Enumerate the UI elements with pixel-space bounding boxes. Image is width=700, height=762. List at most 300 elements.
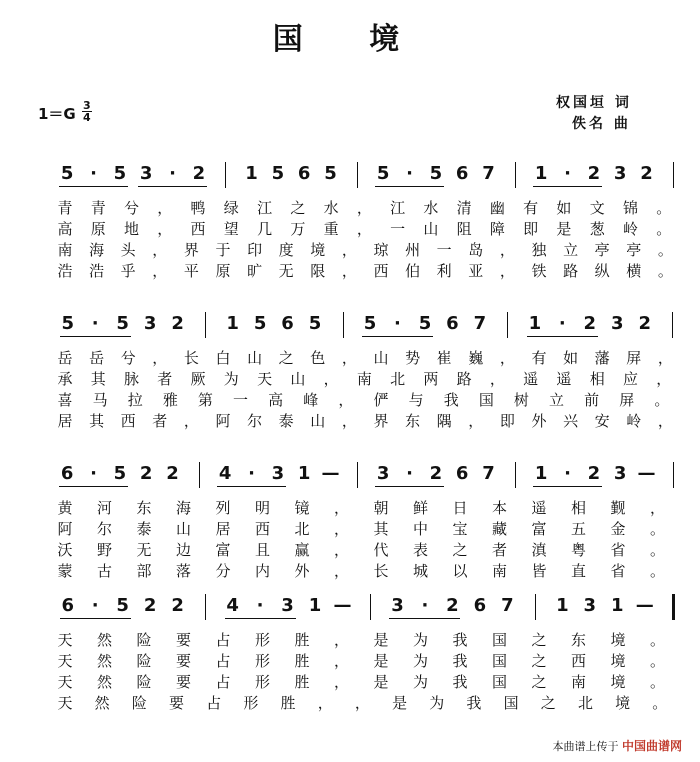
lyric-char: 之 [540, 694, 556, 712]
lyric-char: 天 [57, 631, 73, 649]
note: 6 [455, 463, 469, 484]
note: 6 [455, 163, 469, 184]
barline [535, 594, 536, 620]
lyric-char: 沃 [57, 541, 73, 559]
underline-beam [533, 486, 602, 487]
barline [225, 162, 226, 188]
lyric-char: 即 [523, 220, 539, 238]
lyric-char: ， [499, 241, 515, 259]
note: 5 [60, 163, 74, 184]
lyric-char: 长 [183, 349, 199, 367]
lyric-char: 头 [120, 241, 136, 259]
lyric-char: ， [333, 499, 349, 517]
lyric-char: 度 [278, 241, 294, 259]
lyric-char: 胜 [294, 673, 310, 691]
lyric-char: 与 [408, 391, 424, 409]
lyric-char: 鸭 [190, 199, 206, 217]
augmentation-dot: · [421, 595, 429, 616]
notes-row [26, 308, 666, 348]
lyrics-block [26, 498, 666, 582]
augmentation-dot: · [91, 313, 99, 334]
underline-beam [60, 618, 131, 619]
lyric-char: 路 [563, 262, 579, 280]
lyric-char: 喜 [57, 391, 73, 409]
barline [343, 312, 344, 338]
lyric-char: 泰 [136, 520, 152, 538]
lyric-char: 者 [152, 412, 168, 430]
note: 5 [271, 163, 285, 184]
lyric-char: 第 [197, 391, 213, 409]
lyric-char: ， [657, 412, 673, 430]
note: 7 [482, 163, 495, 184]
lyric-char: 山 [310, 412, 326, 430]
lyric-char: ， [657, 349, 673, 367]
lyric-char: 长 [373, 562, 389, 580]
lyric-char: 尔 [96, 520, 112, 538]
lyric-line [26, 498, 666, 519]
lyric-line [26, 369, 672, 390]
underline-beam [375, 486, 444, 487]
note: 5 [429, 163, 443, 184]
lyric-char: 葱 [589, 220, 605, 238]
lyric-char: 为 [429, 694, 445, 712]
lyric-char: 山 [290, 370, 306, 388]
lyric-char: 亭 [594, 241, 610, 259]
lyric-char: 原 [215, 262, 231, 280]
lyric-char: 绿 [223, 199, 239, 217]
lyric-char: 之 [290, 199, 306, 217]
barline [515, 162, 516, 188]
note: 5 [324, 163, 337, 184]
lyric-char: 以 [452, 562, 468, 580]
augmentation-dot: · [90, 163, 97, 184]
lyric-char: 国 [491, 652, 507, 670]
lyric-line [26, 240, 673, 261]
lyric-char: 如 [556, 199, 572, 217]
lyric-char: 占 [206, 694, 222, 712]
lyric-char: 境 [610, 652, 626, 670]
lyric-char: 浩 [89, 262, 105, 280]
note: 5 [113, 463, 127, 484]
lyric-char: 要 [175, 673, 191, 691]
lyric-char: 觐 [610, 499, 626, 517]
barline [205, 312, 206, 338]
note: 1 [297, 463, 311, 484]
barline [205, 594, 206, 620]
lyric-char: 蒙 [57, 562, 73, 580]
lyric-char: 。 [649, 673, 665, 691]
lyric-char: 我 [452, 652, 468, 670]
lyric-char: 厥 [190, 370, 206, 388]
lyric-char: 海 [175, 499, 191, 517]
note: 1 [528, 313, 542, 334]
lyric-char: 居 [57, 412, 73, 430]
note: 6 [473, 595, 487, 616]
lyric-char: 山 [373, 349, 389, 367]
site-logo: 中国曲谱网 [621, 739, 682, 753]
note: 5 [116, 313, 129, 334]
note: 5 [308, 313, 322, 334]
lyric-char: 占 [215, 631, 231, 649]
augmentation-dot: · [406, 463, 413, 484]
lyric-char: 无 [136, 541, 152, 559]
lyric-char: 胜 [294, 652, 310, 670]
barline [370, 594, 371, 620]
lyric-char: ， [356, 220, 372, 238]
note: 4 [226, 595, 239, 616]
lyric-char: 为 [412, 631, 428, 649]
lyric-line [26, 672, 666, 693]
note: 5 [113, 163, 127, 184]
lyric-char: 马 [92, 391, 108, 409]
lyric-char: 国 [491, 631, 507, 649]
lyric-line [26, 519, 666, 540]
lyric-char: 印 [247, 241, 263, 259]
lyric-char: 南 [57, 241, 73, 259]
lyric-char: 我 [443, 391, 459, 409]
lyric-char: 镜 [294, 499, 310, 517]
lyric-char: ， [333, 631, 349, 649]
lyric-char: 相 [589, 370, 605, 388]
lyric-char: 旷 [247, 262, 263, 280]
lyric-char: 境 [610, 631, 626, 649]
lyric-char: ， [157, 220, 173, 238]
note: 2 [166, 463, 179, 484]
lyric-char: 拉 [127, 391, 143, 409]
lyric-char: ， [152, 262, 168, 280]
lyric-char: 险 [136, 673, 152, 691]
lyric-char: 我 [452, 673, 468, 691]
lyric-char: ， [333, 652, 349, 670]
lyric-char: 外 [531, 412, 547, 430]
lyric-char: 天 [57, 673, 73, 691]
lyric-char: 列 [215, 499, 231, 517]
lyric-char: 藩 [594, 349, 610, 367]
lyric-char: 日 [452, 499, 468, 517]
augmentation-dot: · [564, 163, 571, 184]
note: 7 [501, 595, 514, 616]
note: 1 [534, 163, 548, 184]
note: 3 [391, 595, 404, 616]
underline-beam [60, 336, 131, 337]
score-system [26, 308, 673, 438]
lyric-char: 城 [412, 562, 428, 580]
lyric-char: 亚 [468, 262, 484, 280]
note: 1 [308, 595, 322, 616]
lyric-char: 西 [570, 652, 586, 670]
lyric-char: 然 [96, 631, 112, 649]
lyric-char: 应 [622, 370, 638, 388]
lyric-char: 。 [652, 694, 668, 712]
note: 5 [418, 313, 432, 334]
lyric-char: 岳 [89, 349, 105, 367]
lyric-char: 限 [310, 262, 326, 280]
underline-beam [225, 618, 296, 619]
lyric-char: 分 [215, 562, 231, 580]
lyric-char: 遥 [531, 499, 547, 517]
lyric-char: 路 [456, 370, 472, 388]
footer-text: 本曲谱上传于 [552, 740, 619, 753]
note: 6 [281, 313, 294, 334]
lyric-char: 明 [254, 499, 270, 517]
lyric-char: 望 [223, 220, 239, 238]
lyric-char: 巍 [468, 349, 484, 367]
lyric-char: ， [649, 499, 665, 517]
lyric-char: 兮 [124, 199, 140, 217]
lyric-char: 相 [570, 499, 586, 517]
lyric-char: 然 [96, 652, 112, 670]
lyric-char: 白 [215, 349, 231, 367]
lyric-char: ， [333, 541, 349, 559]
lyric-char: ， [341, 349, 357, 367]
lyric-char: ， [152, 241, 168, 259]
lyric-char: 河 [96, 499, 112, 517]
note: 6 [61, 595, 74, 616]
lyric-char: 北 [294, 520, 310, 538]
lyrics-block [26, 348, 673, 432]
lyric-line [26, 348, 673, 369]
lyric-char: 。 [649, 652, 665, 670]
lyric-char: 承 [57, 370, 73, 388]
lyric-char: 险 [136, 652, 152, 670]
underline-beam [527, 336, 598, 337]
notes-row [26, 590, 666, 630]
composer-credit: 佚名 曲 [572, 116, 631, 132]
lyric-char: 我 [452, 631, 468, 649]
lyric-char: ， [152, 349, 168, 367]
lyric-char: 江 [257, 199, 273, 217]
lyric-line [26, 219, 672, 240]
lyric-line [26, 561, 666, 582]
lyric-char: 。 [649, 541, 665, 559]
lyric-char: 高 [268, 391, 284, 409]
lyric-char: 之 [531, 652, 547, 670]
lyricist-credit: 权国垣 词 [556, 95, 632, 111]
note: 5 [363, 313, 377, 334]
lyrics-block [26, 198, 673, 282]
lyric-char: 有 [523, 199, 539, 217]
lyric-char: 青 [57, 199, 73, 217]
note: 3 [583, 595, 597, 616]
lyric-char: 占 [215, 673, 231, 691]
lyric-char: 地 [124, 220, 140, 238]
score-system [26, 158, 673, 288]
lyric-char: 国 [491, 673, 507, 691]
lyric-char: 五 [570, 520, 586, 538]
note: — [635, 595, 654, 616]
note: 2 [446, 595, 459, 616]
lyric-char: 西 [373, 262, 389, 280]
lyric-char: 州 [405, 241, 421, 259]
augmentation-dot: · [406, 163, 413, 184]
lyric-char: ， [333, 520, 349, 538]
underline-beam [533, 186, 602, 187]
lyric-char: 东 [570, 631, 586, 649]
lyric-char: 尔 [247, 412, 263, 430]
augmentation-dot: · [169, 163, 176, 184]
score-system [26, 590, 666, 720]
note: — [637, 463, 656, 484]
lyric-char: 色 [310, 349, 326, 367]
lyric-char: 脉 [124, 370, 140, 388]
lyric-char: 其 [89, 412, 105, 430]
lyric-char: 为 [412, 673, 428, 691]
lyric-char: 海 [89, 241, 105, 259]
augmentation-dot: · [248, 463, 255, 484]
lyric-char: 隅 [436, 412, 452, 430]
lyric-char: 屏 [626, 349, 642, 367]
meter-bottom: 4 [83, 111, 91, 124]
note: 1 [245, 163, 258, 184]
lyric-char: 界 [183, 241, 199, 259]
note: 6 [60, 463, 74, 484]
lyric-char: 险 [136, 631, 152, 649]
lyric-char: 岛 [468, 241, 484, 259]
note: 3 [143, 313, 157, 334]
lyric-char: 本 [491, 499, 507, 517]
note: 3 [139, 163, 153, 184]
lyric-char: 是 [392, 694, 408, 712]
lyric-char: 是 [373, 631, 389, 649]
lyric-char: 国 [503, 694, 519, 712]
lyric-char: 胜 [280, 694, 296, 712]
note: 2 [640, 163, 653, 184]
lyric-char: 是 [556, 220, 572, 238]
lyric-char: 纵 [594, 262, 610, 280]
page-title: 国 境 [272, 22, 428, 57]
lyric-char: ， [468, 412, 484, 430]
lyric-char: 安 [594, 412, 610, 430]
final-barline [672, 594, 675, 620]
lyric-char: ， [489, 370, 505, 388]
lyric-char: 野 [96, 541, 112, 559]
note: 2 [139, 463, 153, 484]
lyric-char: 边 [175, 541, 191, 559]
lyric-char: 一 [390, 220, 406, 238]
lyric-char: 滇 [531, 541, 547, 559]
lyric-char: 雅 [162, 391, 178, 409]
underline-beam [59, 486, 128, 487]
lyric-char: 内 [254, 562, 270, 580]
lyric-char: 一 [233, 391, 249, 409]
lyric-char: 居 [215, 520, 231, 538]
lyric-char: 东 [405, 412, 421, 430]
lyric-char: 且 [254, 541, 270, 559]
lyric-char: 一 [436, 241, 452, 259]
note: 5 [61, 313, 74, 334]
lyric-char: 之 [531, 673, 547, 691]
lyric-char: 泰 [278, 412, 294, 430]
note: 2 [583, 313, 597, 334]
lyric-line [26, 651, 666, 672]
lyric-char: 境 [610, 673, 626, 691]
lyric-char: ， [333, 673, 349, 691]
lyric-char: 富 [531, 520, 547, 538]
lyric-char: 。 [649, 631, 665, 649]
lyric-char: 是 [373, 652, 389, 670]
lyric-char: 黄 [57, 499, 73, 517]
lyric-char: 中 [412, 520, 428, 538]
lyric-char: 其 [373, 520, 389, 538]
lyric-char: 宝 [452, 520, 468, 538]
lyric-char: 兴 [563, 412, 579, 430]
lyric-char: ， [341, 412, 357, 430]
lyric-char: 。 [656, 220, 672, 238]
note: 7 [473, 313, 487, 334]
lyrics-block [26, 630, 666, 714]
lyric-char: 。 [649, 562, 665, 580]
lyric-line [26, 411, 673, 432]
lyric-char: 赢 [294, 541, 310, 559]
key-signature: 1＝G [38, 105, 76, 123]
note: 1 [611, 595, 624, 616]
lyric-char: 江 [390, 199, 406, 217]
lyric-char: 天 [257, 370, 273, 388]
meter-top: 3 [83, 99, 91, 112]
lyric-char: 。 [649, 520, 665, 538]
barline [357, 462, 358, 488]
underline-beam [59, 186, 128, 187]
lyric-char: 崔 [436, 349, 452, 367]
lyric-char: 阻 [456, 220, 472, 238]
underline-beam [362, 336, 433, 337]
lyric-line [26, 540, 666, 561]
lyric-char: 险 [131, 694, 147, 712]
lyric-char: ， [341, 262, 357, 280]
lyric-char: 。 [657, 241, 673, 259]
underline-beam [138, 186, 207, 187]
lyric-char: 势 [405, 349, 421, 367]
lyric-char: 形 [254, 631, 270, 649]
lyric-char: 山 [175, 520, 191, 538]
lyric-char: 之 [452, 541, 468, 559]
lyric-char: ， [356, 199, 372, 217]
lyric-char: 直 [570, 562, 586, 580]
barline [199, 462, 200, 488]
lyric-char: 鲜 [412, 499, 428, 517]
lyric-char: 天 [57, 652, 73, 670]
lyric-char: 兮 [120, 349, 136, 367]
lyric-char: 于 [215, 241, 231, 259]
lyric-char: 有 [531, 349, 547, 367]
note: 2 [171, 595, 184, 616]
lyric-char: 东 [136, 499, 152, 517]
lyric-char: 要 [175, 631, 191, 649]
lyric-char: 省 [610, 541, 626, 559]
lyric-char: ， [317, 694, 333, 712]
footer [552, 737, 682, 754]
barline [515, 462, 516, 488]
lyric-char: 水 [323, 199, 339, 217]
lyric-char: 独 [531, 241, 547, 259]
note: 2 [638, 313, 652, 334]
lyric-char: 。 [654, 391, 670, 409]
lyric-char: 者 [157, 370, 173, 388]
underline-beam [375, 186, 444, 187]
lyric-char: 横 [626, 262, 642, 280]
note: 5 [376, 163, 390, 184]
note: 2 [192, 163, 206, 184]
note: 3 [613, 163, 627, 184]
note: 3 [376, 463, 390, 484]
lyric-char: 外 [294, 562, 310, 580]
lyric-char: ， [157, 199, 173, 217]
note: 3 [613, 463, 627, 484]
lyric-char: 原 [90, 220, 106, 238]
lyric-char: 朝 [373, 499, 389, 517]
lyric-char: 占 [215, 652, 231, 670]
lyric-char: 阿 [57, 520, 73, 538]
